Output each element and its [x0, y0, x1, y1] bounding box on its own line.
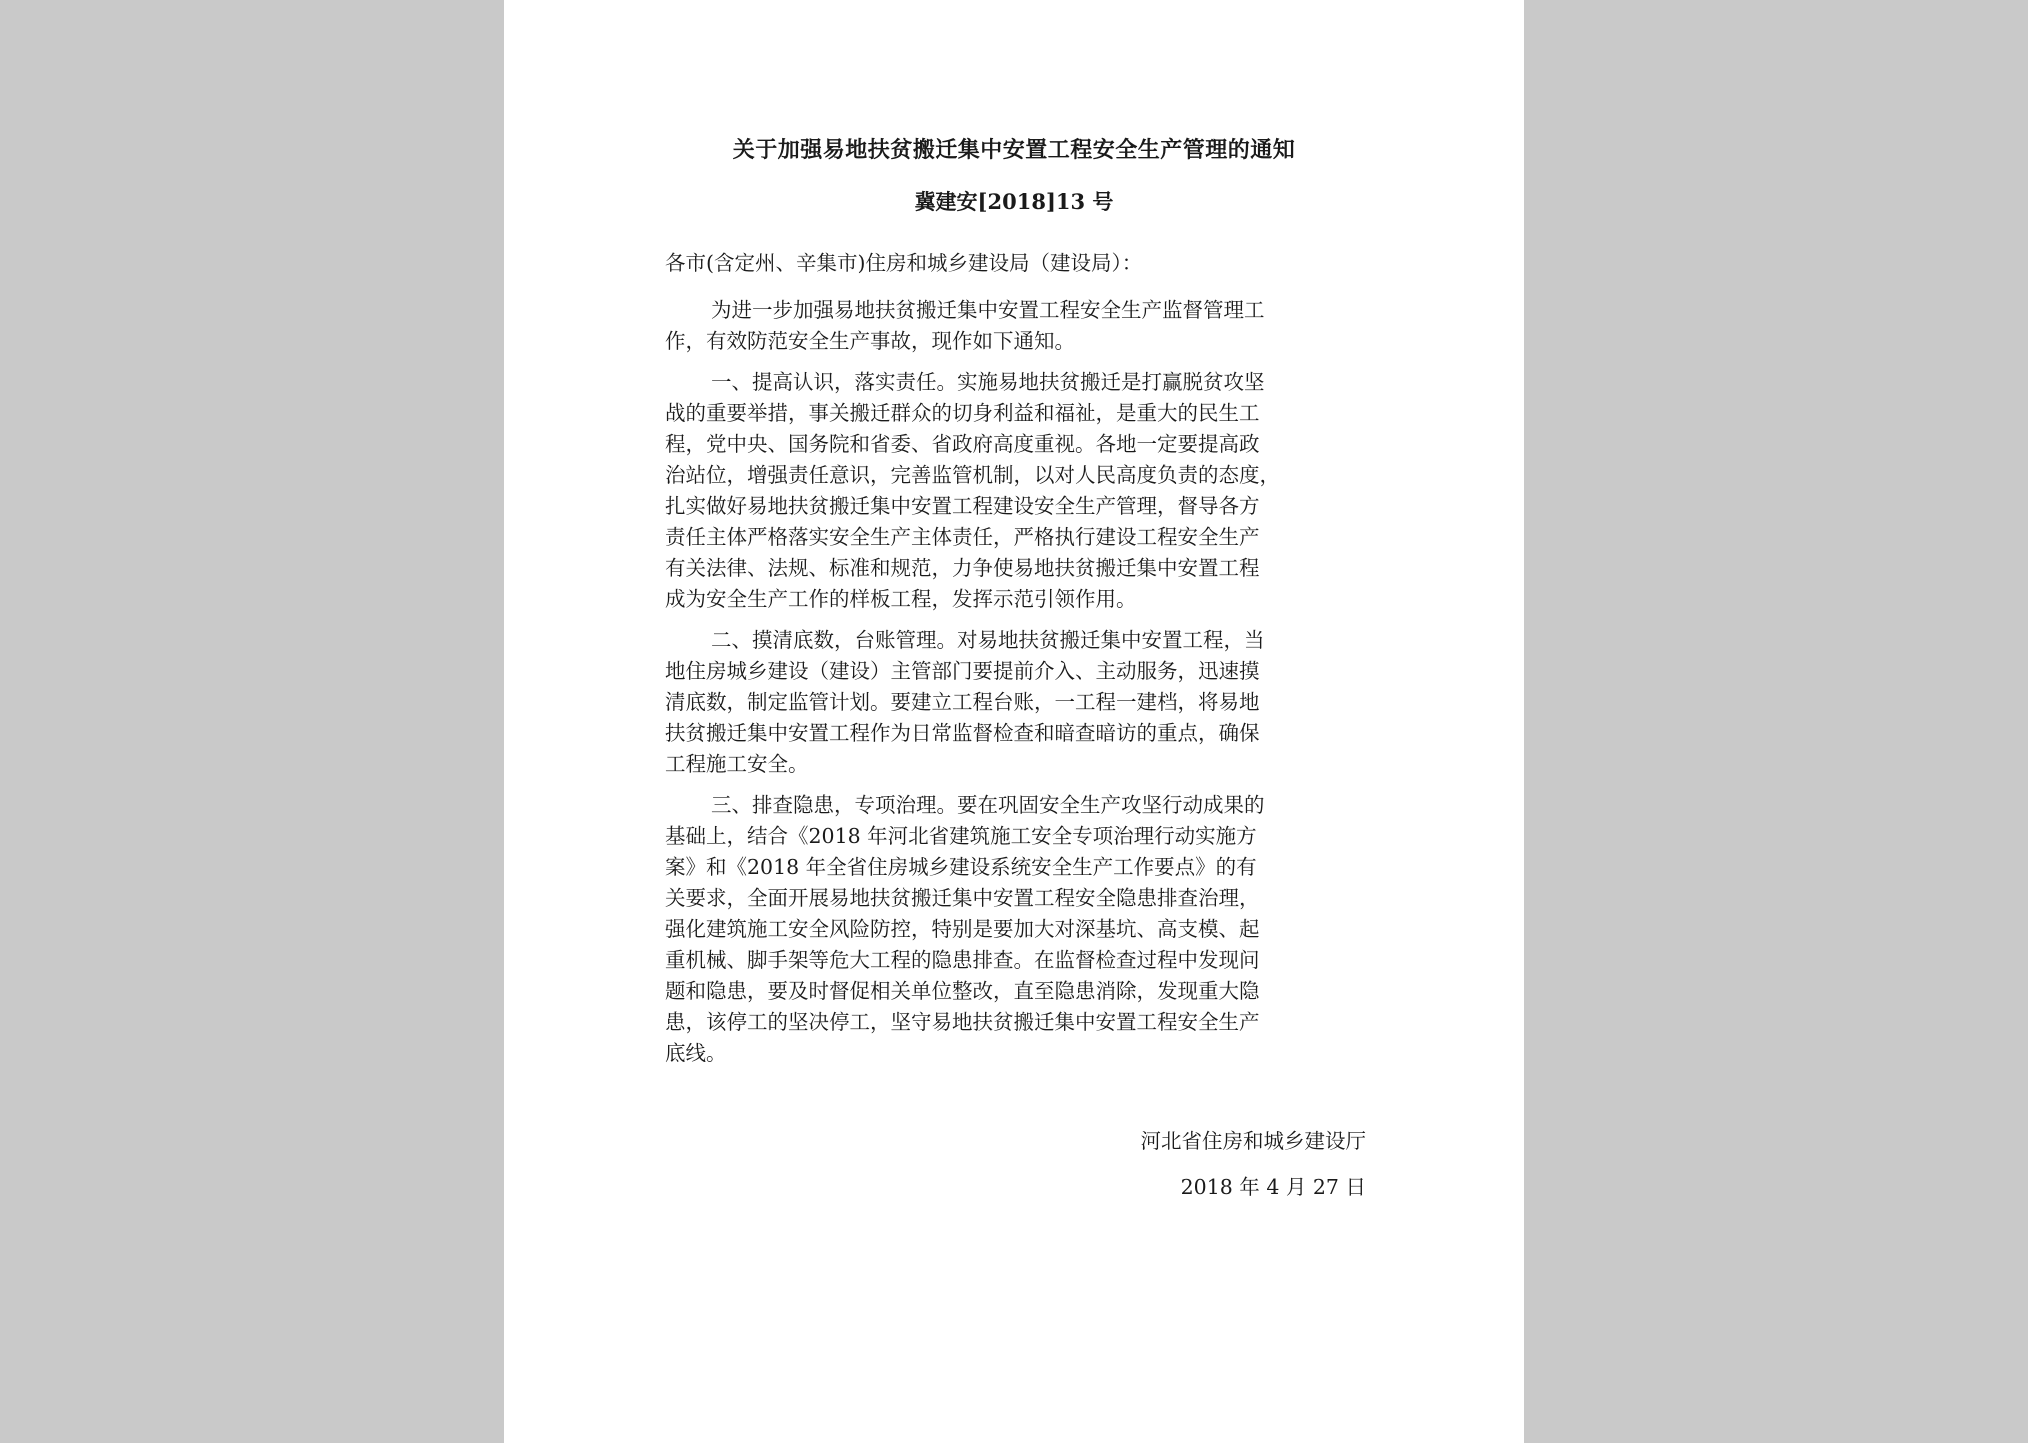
paragraph-line: 强化建筑施工安全风险防控，特别是要加大对深基坑、高支模、起 — [665, 917, 1260, 941]
paragraph-line: 关要求，全面开展易地扶贫搬迁集中安置工程安全隐患排查治理， — [665, 886, 1260, 910]
paragraph-line: 作，有效防范安全生产事故，现作如下通知。 — [665, 329, 1075, 353]
paragraph-line: 底线。 — [665, 1041, 727, 1065]
issuer-name: 河北省住房和城乡建设厅 — [1140, 1129, 1366, 1153]
paragraph-line: 题和隐患，要及时督促相关单位整改，直至隐患消除，发现重大隐 — [665, 979, 1260, 1003]
paragraph-section-1 — [665, 367, 1395, 615]
paragraph-line: 三、排查隐患，专项治理。要在巩固安全生产攻坚行动成果的 — [711, 793, 1265, 817]
issue-date: 2018 年 4 月 27 日 — [1180, 1175, 1366, 1199]
paragraph-line: 地住房城乡建设（建设）主管部门要提前介入、主动服务，迅速摸 — [665, 659, 1260, 683]
paragraph-line: 成为安全生产工作的样板工程，发挥示范引领作用。 — [665, 587, 1137, 611]
paragraph-line: 基础上，结合《2018 年河北省建筑施工安全专项治理行动实施方 — [665, 824, 1257, 848]
document-title: 关于加强易地扶贫搬迁集中安置工程安全生产管理的通知 — [732, 137, 1296, 163]
paragraph-line: 工程施工安全。 — [665, 752, 809, 776]
paragraph-line: 患，该停工的坚决停工，坚守易地扶贫搬迁集中安置工程安全生产 — [665, 1010, 1260, 1034]
paragraph-line: 扎实做好易地扶贫搬迁集中安置工程建设安全生产管理，督导各方 — [665, 494, 1260, 518]
document-number: 冀建安[2018]13 号 — [914, 189, 1114, 214]
paragraph-line: 责任主体严格落实安全生产主体责任，严格执行建设工程安全生产 — [665, 525, 1260, 549]
paragraph-line: 治站位，增强责任意识，完善监管机制，以对人民高度负责的态度， — [665, 463, 1280, 487]
paragraph-intro — [665, 295, 1395, 357]
paragraph-line: 二、摸清底数，台账管理。对易地扶贫搬迁集中安置工程，当 — [711, 628, 1265, 652]
paragraph-line: 战的重要举措，事关搬迁群众的切身利益和福祉，是重大的民生工 — [665, 401, 1260, 425]
paragraph-line: 重机械、脚手架等危大工程的隐患排查。在监督检查过程中发现问 — [665, 948, 1260, 972]
document-page — [504, 0, 1524, 1443]
paragraph-line: 为进一步加强易地扶贫搬迁集中安置工程安全生产监督管理工 — [711, 298, 1265, 322]
paragraph-line: 清底数，制定监管计划。要建立工程台账，一工程一建档，将易地 — [665, 690, 1260, 714]
paragraph-line: 案》和《2018 年全省住房城乡建设系统安全生产工作要点》的有 — [665, 855, 1257, 879]
salutation: 各市(含定州、辛集市)住房和城乡建设局（建设局）： — [665, 251, 1143, 275]
paragraph-line: 程，党中央、国务院和省委、省政府高度重视。各地一定要提高政 — [665, 432, 1260, 456]
paragraph-section-2 — [665, 625, 1395, 780]
document-body — [665, 248, 1395, 1079]
paragraph-line: 扶贫搬迁集中安置工程作为日常监督检查和暗查暗访的重点，确保 — [665, 721, 1260, 745]
paragraph-section-3 — [665, 790, 1395, 1069]
signature-block — [504, 1118, 1366, 1210]
paragraph-line: 一、提高认识，落实责任。实施易地扶贫搬迁是打赢脱贫攻坚 — [711, 370, 1265, 394]
paragraph-line: 有关法律、法规、标准和规范，力争使易地扶贫搬迁集中安置工程 — [665, 556, 1260, 580]
